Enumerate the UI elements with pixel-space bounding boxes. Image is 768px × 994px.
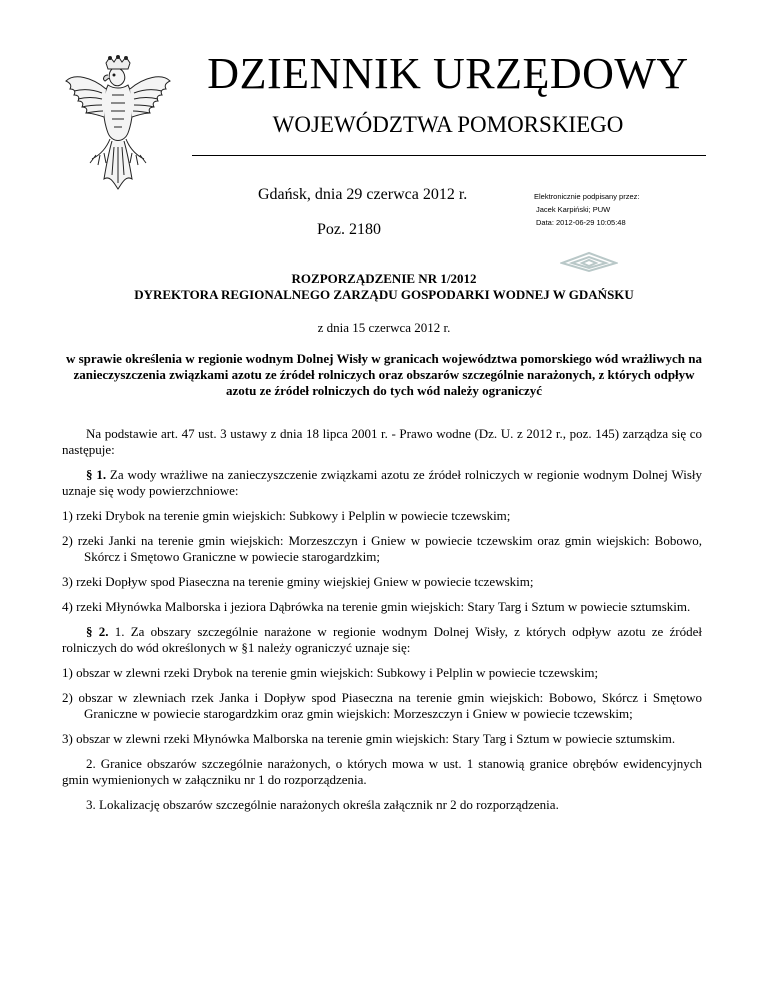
act-title-line-1: ROZPORZĄDZENIE NR 1/2012 (291, 271, 477, 286)
signature-line-2: Jacek Karpiński; PUW (536, 205, 611, 214)
intro-paragraph: Na podstawie art. 47 ust. 3 ustawy z dnia 18 lipca 2001 r. - Prawo wodne (Dz. U. z 2012 r., poz. 145) zarządza się co następuje: (62, 426, 702, 457)
journal-subtitle: WOJEWÓDZTWA POMORSKIEGO (272, 112, 624, 137)
section-2-paragraph (62, 624, 702, 656)
section-2-point-3: 3. Lokalizację obszarów szczególnie narażonych określa załącznik nr 2 do rozporządzenia. (86, 797, 559, 812)
journal-title: DZIENNIK URZĘDOWY (207, 49, 689, 98)
signature-line-3: Data: 2012-06-29 10:05:48 (536, 218, 626, 227)
list-item: 2) obszar w zlewniach rzek Janka i Dopływ spod Piaseczna na terenie gmin wiejskich: Bobowo, Skórcz i Smętowo Graniczne w powiecie starogardzkim oraz gmin wiejskich: Morzeszczyn i Gniew w powiecie tczewskim; (62, 690, 702, 721)
act-subject: w sprawie określenia w regionie wodnym Dolnej Wisły w granicach województwa pomorskiego wód wrażliwych na zanieczyszczenia związkami azotu ze źródeł rolniczych oraz obszarów szczególnie narażonych, z których odpływ azotu ze źródeł rolniczych do tych wód należy ograniczyć (65, 351, 703, 398)
act-title-line-2: DYREKTORA REGIONALNEGO ZARZĄDU GOSPODARKI WODNEJ W GDAŃSKU (134, 287, 634, 302)
document-body (62, 426, 702, 822)
section-1-text: Za wody wrażliwe na zanieczyszczenie związkami azotu ze źródeł rolniczych w regionie wodnym Dolnej Wisły uznaje się wody powierzchniowe: (62, 467, 702, 498)
signature-line-1: Elektronicznie podpisany przez: (534, 192, 640, 201)
list-item: 3) obszar w zlewni rzeki Młynówka Malborska na terenie gmin wiejskich: Stary Targ i Sztum w powiecie sztumskim. (62, 731, 676, 746)
act-heading (60, 271, 708, 303)
signature-seal-icon (560, 249, 618, 273)
section-1-paragraph (62, 467, 702, 499)
list-item: 1) rzeki Drybok na terenie gmin wiejskich: Subkowy i Pelplin w powiecie tczewskim; (62, 508, 511, 523)
section-2-label: § 2. (86, 624, 109, 639)
list-item: 1) obszar w zlewni rzeki Drybok na terenie gmin wiejskich: Subkowy i Pelplin w powiecie tczewskim; (62, 665, 599, 680)
header-divider (192, 155, 706, 156)
list-item: 4) rzeki Młynówka Malborska i jeziora Dąbrówka na terenie gmin wiejskich: Stary Targ i Sztum w powiecie sztumskim. (62, 599, 691, 614)
section-1-label: § 1. (86, 467, 107, 482)
issue-position: Poz. 2180 (317, 221, 381, 238)
list-item: 2) rzeki Janki na terenie gmin wiejskich: Morzeszczyn i Gniew w powiecie tczewskim oraz gmin wiejskich: Bobowo, Skórcz i Smętowo Graniczne w powiecie starogardzkim; (62, 533, 702, 564)
section-2-text: 1. Za obszary szczególnie narażone w regionie wodnym Dolnej Wisły, z których odpływ azotu ze źródeł rolniczych do wód określonych w §1 należy ograniczyć uznaje się: (62, 624, 703, 655)
list-item: 3) rzeki Dopływ spod Piaseczna na terenie gminy wiejskiej Gniew w powiecie tczewskim; (62, 574, 534, 589)
electronic-signature (534, 190, 639, 229)
section-2-point-2: 2. Granice obszarów szczególnie narażonych, o których mowa w ust. 1 stanowią granice obrębów ewidencyjnych gmin wymienionych w załączniku nr 1 do rozporządzenia. (62, 756, 702, 787)
polish-eagle-emblem (62, 55, 174, 193)
issue-place-date: Gdańsk, dnia 29 czerwca 2012 r. (258, 186, 468, 203)
act-date: z dnia 15 czerwca 2012 r. (317, 320, 451, 335)
